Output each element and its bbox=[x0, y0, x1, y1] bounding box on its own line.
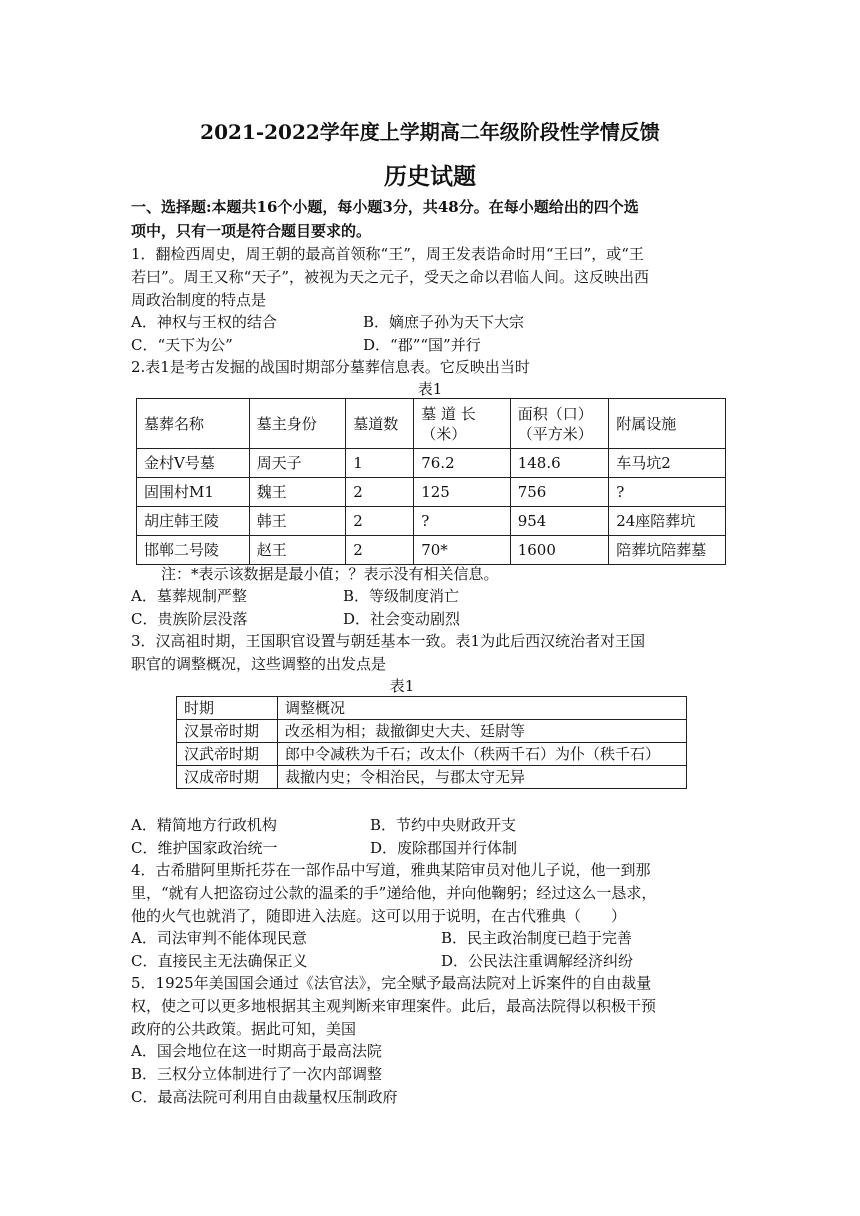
q1-stem-line1: 1．翻检西周史，周王朝的最高首领称“王”，周王发表诰命时用“王曰”，或“王 bbox=[131, 245, 644, 263]
q3-option-c: C．维护国家政治统一 bbox=[131, 839, 278, 857]
table-header-cell: 面积（口）（平方米） bbox=[510, 399, 609, 449]
table-cell: 车马坑2 bbox=[609, 449, 726, 478]
q3-option-a: A．精简地方行政机构 bbox=[131, 816, 277, 834]
table-cell: ? bbox=[414, 507, 510, 536]
table-cell: 2 bbox=[346, 536, 414, 565]
table-row bbox=[137, 478, 726, 507]
table-cell: ? bbox=[609, 478, 726, 507]
q5-stem-line1: 5．1925年美国国会通过《法官法》，完全赋予最高法院对上诉案件的自由裁量 bbox=[131, 974, 652, 992]
table-cell: 2 bbox=[346, 507, 414, 536]
table-header-cell: 墓道数 bbox=[346, 399, 414, 449]
q3-official-table bbox=[176, 696, 687, 789]
table-cell: 24座陪葬坑 bbox=[609, 507, 726, 536]
q5-option-a: A．国会地位在这一时期高于最高法院 bbox=[131, 1042, 382, 1060]
table-header-cell: 墓葬名称 bbox=[137, 399, 250, 449]
table-header-cell: 时期 bbox=[177, 697, 278, 720]
q5-stem-line2: 权，使之可以更多地根据其主观判断来审理案件。此后，最高法院得以积极干预 bbox=[131, 997, 657, 1015]
section-instruction-line1: 一、选择题:本题共16个小题，每小题3分，共48分。在每小题给出的四个选 bbox=[131, 198, 639, 216]
table-cell: 148.6 bbox=[510, 449, 609, 478]
q4-option-b: B．民主政治制度已趋于完善 bbox=[441, 929, 633, 947]
table-cell: 周天子 bbox=[249, 449, 345, 478]
q4-option-a: A．司法审判不能体现民意 bbox=[131, 929, 307, 947]
q1-option-a: A．神权与王权的结合 bbox=[131, 313, 277, 331]
table-cell: 756 bbox=[510, 478, 609, 507]
q2-stem: 2.表1是考古发掘的战国时期部分墓葬信息表。它反映出当时 bbox=[131, 358, 530, 376]
q5-option-c: C．最高法院可利用自由裁量权压制政府 bbox=[131, 1088, 398, 1106]
table-cell: 70* bbox=[414, 536, 510, 565]
q3-stem-line1: 3．汉高祖时期，王国职官设置与朝廷基本一致。表1为此后西汉统治者对王国 bbox=[131, 632, 646, 650]
table-cell: 裁撤内史；令相治民，与郡太守无异 bbox=[278, 766, 687, 789]
table-cell: 改丞相为相；裁撤御史大夫、廷尉等 bbox=[278, 720, 687, 743]
table-cell: 1600 bbox=[510, 536, 609, 565]
table-cell: 魏王 bbox=[249, 478, 345, 507]
table-cell: 韩王 bbox=[249, 507, 345, 536]
table-cell: 汉武帝时期 bbox=[177, 743, 278, 766]
q1-option-c: C．“天下为公” bbox=[131, 336, 233, 354]
table-cell: 邯郸二号陵 bbox=[137, 536, 250, 565]
table-row bbox=[137, 507, 726, 536]
q1-stem-line2: 若曰”。周王又称“天子”，被视为天之元子，受天之命以君临人间。这反映出西 bbox=[131, 268, 650, 286]
table-header-cell: 墓主身份 bbox=[249, 399, 345, 449]
table-cell: 954 bbox=[510, 507, 609, 536]
q3-option-b: B．节约中央财政开支 bbox=[370, 816, 517, 834]
q2-table-note: 注：*表示该数据是最小值；？表示没有相关信息。 bbox=[161, 565, 499, 583]
table-cell: 郎中令减秩为千石；改太仆（秩两千石）为仆（秩千石） bbox=[278, 743, 687, 766]
table-header-cell: 调整概况 bbox=[278, 697, 687, 720]
q3-table-caption: 表1 bbox=[389, 677, 415, 695]
q2-table-caption: 表1 bbox=[417, 380, 443, 398]
q3-option-d: D．废除郡国并行体制 bbox=[370, 839, 518, 857]
q4-stem-line1: 4．古希腊阿里斯托芬在一部作品中写道，雅典某陪审员对他儿子说，他一到那 bbox=[131, 861, 651, 879]
table-row bbox=[177, 743, 687, 766]
q1-option-b: B．嫡庶子孙为天下大宗 bbox=[363, 313, 525, 331]
q4-option-d: D．公民法注重调解经济纠纷 bbox=[441, 952, 634, 970]
table-header-row bbox=[177, 697, 687, 720]
table-row bbox=[177, 720, 687, 743]
table-cell: 汉景帝时期 bbox=[177, 720, 278, 743]
table-row bbox=[177, 766, 687, 789]
table-cell: 赵王 bbox=[249, 536, 345, 565]
q4-stem-line2: 里，“就有人把盗窃过公款的温柔的手”递给他，并向他鞠躬；经过这么一恳求， bbox=[131, 884, 657, 902]
q4-option-c: C．直接民主无法确保正义 bbox=[131, 952, 308, 970]
q2-tomb-table bbox=[136, 398, 726, 565]
table-cell: 陪葬坑陪葬墓 bbox=[609, 536, 726, 565]
section-instruction-line2: 项中，只有一项是符合题目要求的。 bbox=[131, 222, 372, 240]
q5-option-b: B．三权分立体制进行了一次内部调整 bbox=[131, 1065, 383, 1083]
exam-subtitle: 历史试题 bbox=[384, 163, 476, 190]
q2-option-a: A．墓葬规制严整 bbox=[131, 587, 247, 605]
table-header-cell: 附属设施 bbox=[609, 399, 726, 449]
q4-stem-line3: 他的火气也就消了，随即进入法庭。这可以用于说明，在古代雅典（ ） bbox=[131, 907, 627, 925]
table-cell: 胡庄韩王陵 bbox=[137, 507, 250, 536]
table-cell: 76.2 bbox=[414, 449, 510, 478]
table-cell: 固围村M1 bbox=[137, 478, 250, 507]
table-cell: 1 bbox=[346, 449, 414, 478]
table-cell: 汉成帝时期 bbox=[177, 766, 278, 789]
q1-option-d: D．“郡”“国”并行 bbox=[363, 336, 481, 354]
q2-option-b: B．等级制度消亡 bbox=[343, 587, 460, 605]
q5-stem-line3: 政府的公共政策。据此可知，美国 bbox=[131, 1020, 357, 1038]
table-cell: 金村Ⅴ号墓 bbox=[137, 449, 250, 478]
q1-stem-line3: 周政治制度的特点是 bbox=[131, 291, 267, 309]
exam-title: 2021-2022学年度上学期高二年级阶段性学情反馈 bbox=[200, 120, 660, 144]
table-row bbox=[137, 536, 726, 565]
table-cell: 125 bbox=[414, 478, 510, 507]
table-cell: 2 bbox=[346, 478, 414, 507]
q3-stem-line2: 职官的调整概况，这些调整的出发点是 bbox=[131, 655, 387, 673]
q2-option-c: C．贵族阶层没落 bbox=[131, 610, 248, 628]
table-header-row bbox=[137, 399, 726, 449]
table-header-cell: 墓 道 长（米） bbox=[414, 399, 510, 449]
table-row bbox=[137, 449, 726, 478]
q2-option-d: D．社会变动剧烈 bbox=[343, 610, 461, 628]
